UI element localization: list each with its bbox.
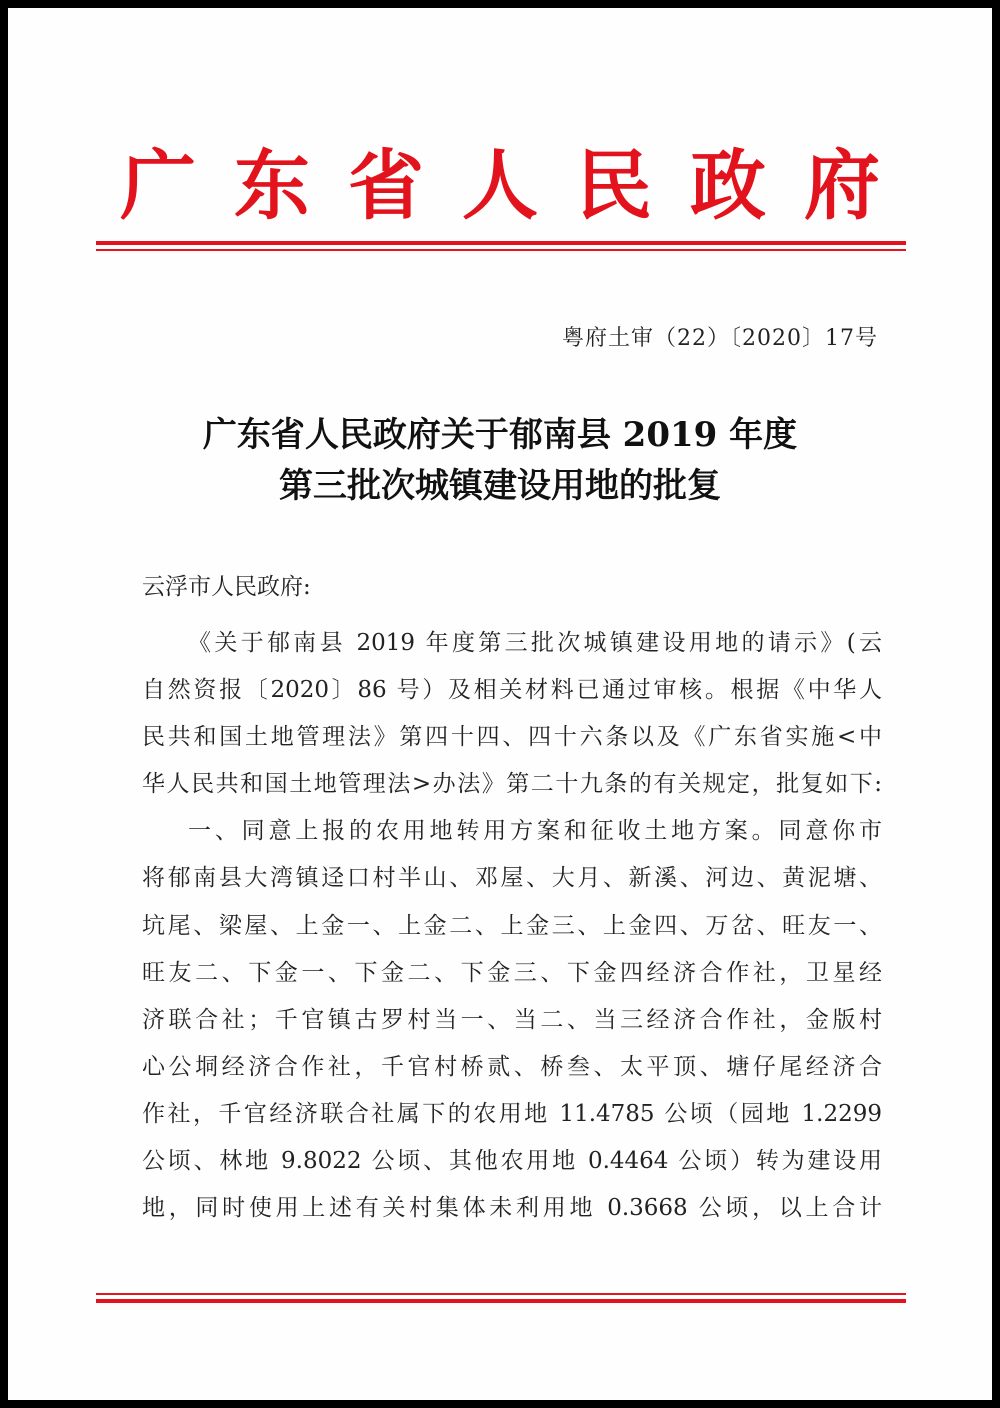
body-line: 将郁南县大湾镇迳口村半山、邓屋、大月、新溪、河边、黄泥塘、 — [142, 865, 882, 892]
body-text — [142, 620, 882, 1232]
addressee: 云浮市人民政府: — [142, 574, 311, 600]
body-line: 自然资报〔2020〕86 号）及相关材料已通过审核。根据《中华人 — [142, 677, 882, 704]
masthead-rule-thin — [96, 249, 906, 251]
body-line: 华人民共和国土地管理法>办法》第二十九条的有关规定，批复如下: — [142, 771, 882, 798]
footer-rule-thin — [96, 1293, 906, 1295]
body-line: 公顷、林地 9.8022 公顷、其他农用地 0.4464 公顷）转为建设用 — [142, 1148, 882, 1175]
document-title — [8, 410, 992, 512]
masthead-rule-thick — [96, 241, 906, 245]
document-title-line-1: 广东省人民政府关于郁南县 2019 年度 — [202, 415, 798, 455]
body-line: 心公垌经济合作社，千官村桥贰、桥叁、太平顶、塘仔尾经济合 — [142, 1053, 882, 1080]
body-line: 旺友二、下金一、下金二、下金三、下金四经济合作社，卫星经 — [142, 959, 882, 986]
body-line: 坑尾、梁屋、上金一、上金二、上金三、上金四、万岔、旺友一、 — [142, 912, 882, 939]
body-line: 作社，千官经济联合社属下的农用地 11.4785 公顷（园地 1.2299 — [142, 1100, 882, 1127]
body-line: 地，同时使用上述有关村集体未利用地 0.3668 公顷，以上合计 — [142, 1195, 882, 1222]
document-title-line-2: 第三批次城镇建设用地的批复 — [279, 466, 721, 506]
body-line: 民共和国土地管理法》第四十四、四十六条以及《广东省实施<中 — [142, 724, 882, 751]
footer-rule-thick — [96, 1299, 906, 1303]
body-line: 《关于郁南县 2019 年度第三批次城镇建设用地的请示》(云 — [188, 630, 882, 656]
body-line: 一、同意上报的农用地转用方案和征收土地方案。同意你市 — [188, 818, 882, 845]
masthead-title: 广东省人民政府 — [120, 141, 918, 230]
document-number: 粤府土审（22）〔2020〕17号 — [562, 326, 878, 351]
body-line: 济联合社；千官镇古罗村当一、当二、当三经济合作社，金版村 — [142, 1006, 882, 1033]
document-page — [8, 8, 992, 1400]
